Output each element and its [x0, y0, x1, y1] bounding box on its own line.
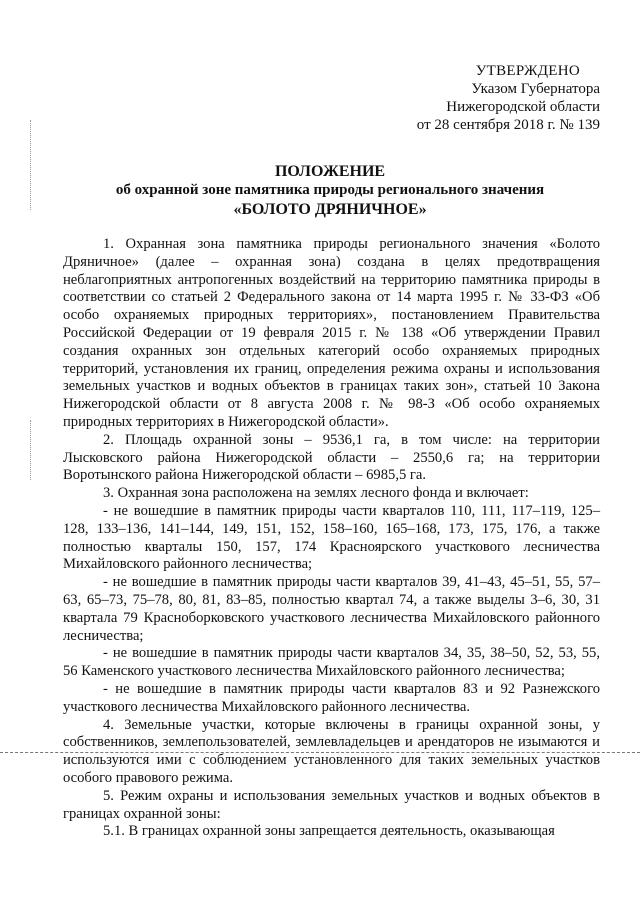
approval-stamp: [360, 62, 600, 134]
approval-region: Нижегородской области: [446, 99, 600, 115]
paragraph-1: 1. Охранная зона памятника природы регионального значения «Болото Дряничное» (далее – охранная зона) создана в целях предотвращения неблагоприятных антропогенных воздействий на территорию памятника природы в соответствии со статьей 2 Федерального закона от 14 марта 1995 г. № 33-ФЗ «Об особо охраняемых природных территориях», постановлением Правительства Российской Федерации от 19 февраля 2015 г. № 138 «Об утверждении Правил создания охранных зон отдельных категорий особо охраняемых природных территорий, установления их границ, определения режима охраны и использования земельных участков и водных объектов в границах таких зон», статьей 10 Закона Нижегородской области от 8 августа 2008 г. № 98-З «Об особо охраняемых природных территориях в Нижегородской области».: [63, 236, 600, 430]
paragraph-5: 5. Режим охраны и использования земельных участков и водных объектов в границах охранной зоны:: [63, 787, 600, 822]
scan-margin-mark: [30, 420, 31, 480]
list-item-3: - не вошедшие в памятник природы части кварталов 34, 35, 38–50, 52, 53, 55, 56 Каменского участкового лесничества Михайловского районного лесничества;: [63, 645, 600, 680]
list-item-4: - не вошедшие в памятник природы части кварталов 83 и 92 Разнежского участкового лесничества Михайловского районного лесничества.: [63, 680, 600, 715]
document-title: ПОЛОЖЕНИЕ: [274, 163, 386, 180]
scan-fold-line: [0, 752, 640, 753]
list-item-2: - не вошедшие в памятник природы части кварталов 39, 41–43, 45–51, 55, 57–63, 65–73, 75–78, 80, 81, 83–85, полностью квартал 74, а также выделы 3–6, 30, 31 квартала 79 Красноборковского участкового лесничества Михайловского районного лесничества;: [63, 574, 600, 644]
paragraph-3: 3. Охранная зона расположена на землях лесного фонда и включает:: [103, 485, 529, 502]
paragraph-4: 4. Земельные участки, которые включены в границы охранной зоны, у собственников, землепользователей, землевладельцев и арендаторов не изымаются и используются ими с соблюдением установленного для таких земельных участков особого правового режима.: [63, 716, 600, 786]
paragraph-2: 2. Площадь охранной зоны – 9536,1 га, в том числе: на территории Лысковского района Нижегородской области – 2550,6 га; на территории Воротынского района Нижегородской области – 6985,5 га.: [63, 431, 600, 484]
document-object-name: «БОЛОТО ДРЯНИЧНОЕ»: [233, 201, 427, 218]
scan-margin-mark: [30, 120, 31, 210]
approval-date: от 28 сентября 2018 г. № 139: [416, 117, 600, 133]
list-item-1: - не вошедшие в памятник природы части кварталов 110, 111, 117–119, 125–128, 133–136, 141–144, 149, 151, 152, 158–160, 165–168, 173, 175, 176, а также полностью кварталы 150, 157, 174 Красноярского участкового лесничества Михайловского районного лесничества;: [63, 502, 600, 573]
approval-authority: Указом Губернатора: [471, 81, 600, 97]
approval-title: УТВЕРЖДЕНО: [475, 63, 580, 79]
document-subtitle: об охранной зоне памятника природы регионального значения: [115, 182, 545, 198]
document-heading: [60, 162, 600, 219]
document-body: [63, 236, 600, 841]
paragraph-5-1: 5.1. В границах охранной зоны запрещается деятельность, оказывающая: [103, 823, 555, 840]
